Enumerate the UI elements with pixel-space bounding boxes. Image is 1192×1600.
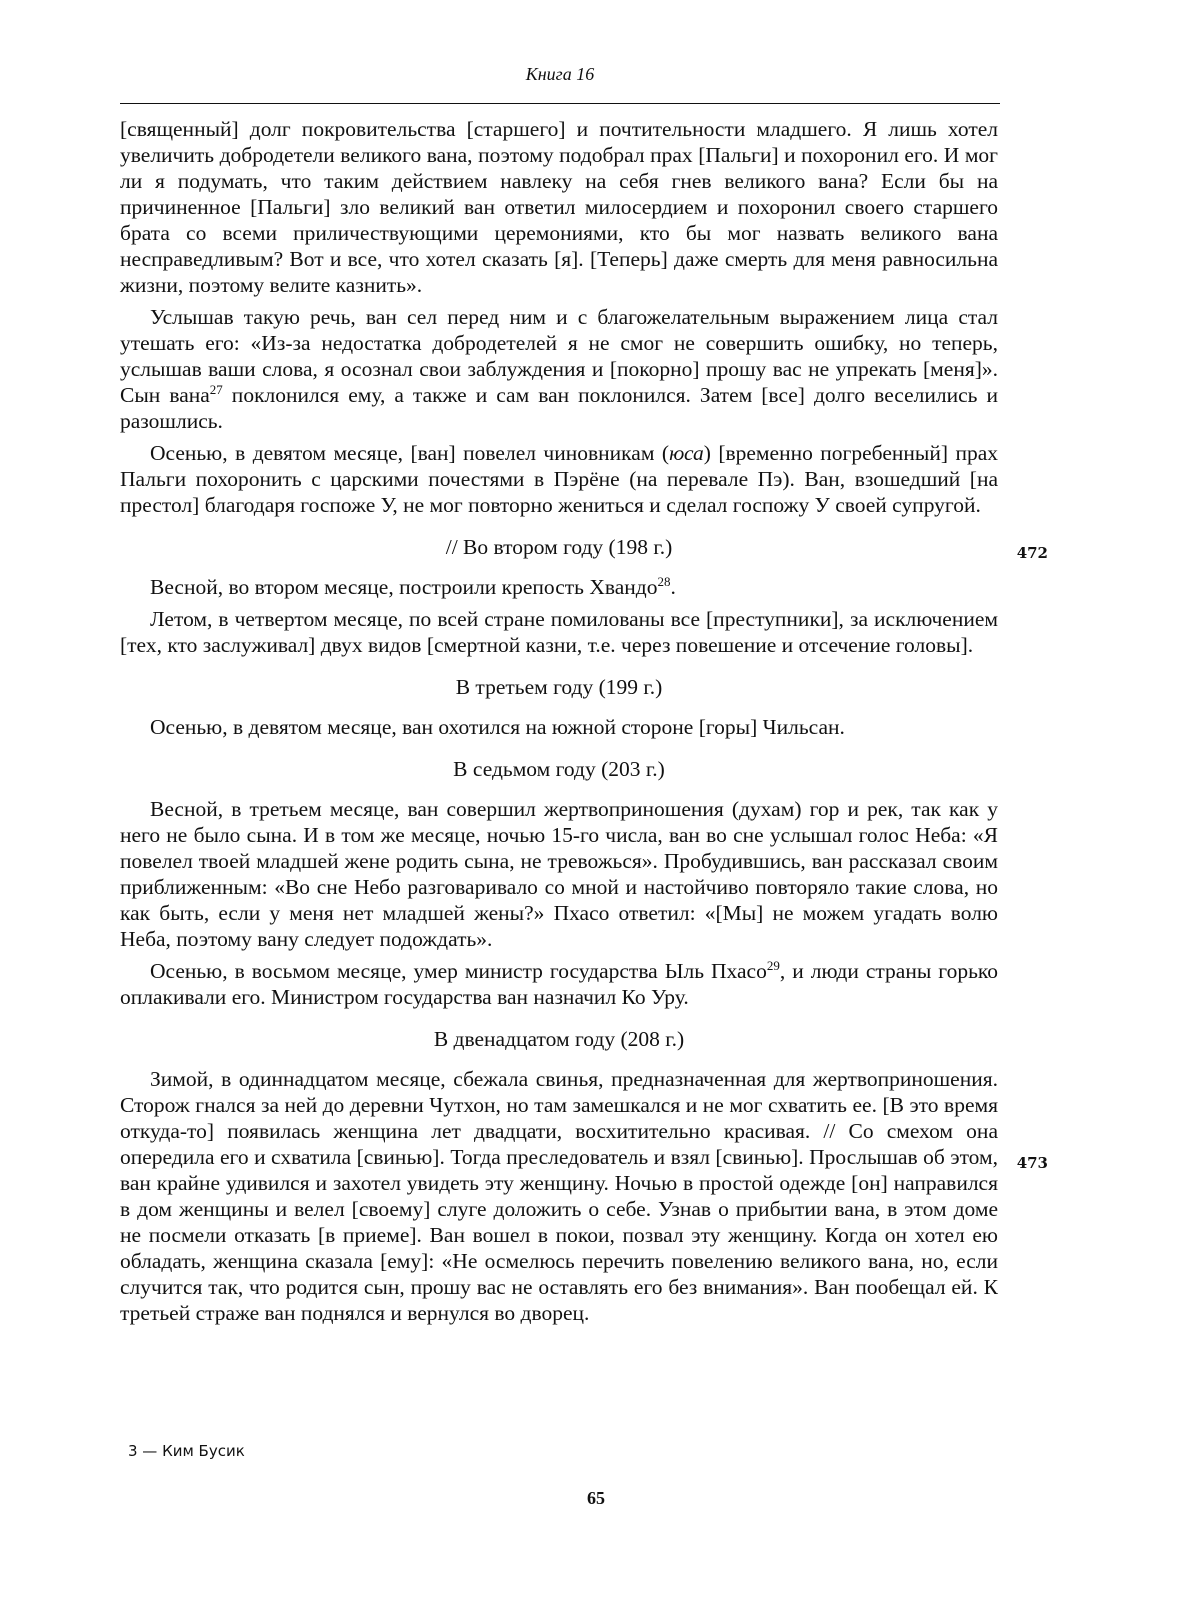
page-number: 65 — [587, 1488, 605, 1508]
paragraph: Весной, в третьем месяце, ван совершил жертвоприношения (духам) гор и рек, так как у него не было сына. И в том же месяце, ночью 15-го числа, ван во сне услышал голос Неба: «Я повелел твоей младшей жене родить сына, не тревожься». Пробудившись, ван рассказал своим приближенным: «Во сне Небо разговаривало со мной и настойчиво повторяло такие слова, но как быть, если у меня нет младшей жены?» Пхасо ответил: «[Мы] не можем угадать волю Неба, поэтому вану следует подождать». — [120, 797, 998, 951]
paragraph: Осенью, в восьмом месяце, умер министр государства Ыль Пхасо$^{29}$, и люди страны горько оплакивали его. Министром государства ван назначил Ко Уру. — [120, 957, 998, 1009]
paragraph: Зимой, в одиннадцатом месяце, сбежала свинья, предназначенная для жертвоприношения. Сторож гнался за ней до деревни Чутхон, но там замешкался и не мог схватить ее. [В это время откуда-то] появилась женщина лет двадцати, восхитительно красивая. // Со смехом она опередила его и схватила [свинью]. Тогда преследователь и взял [свинью]. Прослышав об этом, ван крайне удивился и захотел увидеть эту женщину. Ночью в простой одежде [он] направился в дом женщины и велел [своему] слуге доложить о себе. Узнав о прибытии вана, в этом доме не посмели отказать [в приеме]. Ван вошел в покои, позвал эту женщину. Когда он хотел ею обладать, женщина сказала [ему]: «Не осмелюсь перечить повелению великого вана, но, если случится так, что родится сын, прошу вас не оставлять его без внимания». Ван пообещал ей. К третьей страже ван поднялся и вернулся во дворец. — [120, 1067, 998, 1325]
section-heading: В двенадцатом году (208 г.) — [433, 1027, 685, 1051]
paragraph: Летом, в четвертом месяце, по всей стране помилованы все [преступники], за исключением [тех, кто заслуживал] двух видов [смертной казни, т.е. через повешение и отсечение головы]. — [120, 607, 998, 657]
section-heading: В седьмом году (203 г.) — [453, 757, 665, 781]
paragraph: Весной, во втором месяце, построили крепость Хвандо$^{28}$. — [150, 573, 676, 599]
footnote-ref: 28 — [657, 573, 671, 589]
footnote-ref: 27 — [209, 381, 223, 397]
paragraph: Осенью, в девятом месяце, [ван] повелел чиновникам (юса) [временно погребенный] прах Пальги похоронить с царскими почестями в Пэрёне (на перевале Пэ). Ван, взошедший [на престол] благодаря госпоже У, не мог повторно жениться и сделал госпожу У своей супругой. — [120, 441, 998, 517]
header-rule — [120, 103, 1000, 104]
margin-page-marker: 472 — [1016, 544, 1048, 562]
section-heading: В третьем году (199 г.) — [455, 675, 663, 699]
paragraph: [священный] долг покровительства [старшего] и почтительности младшего. Я лишь хотел увеличить добродетели великого вана, поэтому подобрал прах [Пальги] и похоронил его. И мог ли я подумать, что таким действием навлеку на себя гнев великого вана? Если бы на причиненное [Пальги] зло великий ван ответил милосердием и похоронил своего старшего брата со всеми приличествующими церемониями, кто бы мог назвать великого вана несправедливым? Вот и все, что хотел сказать [я]. [Теперь] даже смерть для меня равносильна жизни, поэтому велите казнить». — [120, 117, 998, 297]
paragraph: Услышав такую речь, ван сел перед ним и с благожелательным выражением лица стал утешать его: «Из-за недостатка добродетелей я не смог не совершить ошибку, но теперь, услышав ваши слова, я осознал свои заблуждения и [покорно] прошу вас не упрекать [меня]». Сын вана$^{27}$ поклонился ему, а также и сам ван поклонился. Затем [все] долго веселились и разошлись. — [120, 305, 998, 433]
paragraph: Осенью, в девятом месяце, ван охотился на южной стороне [горы] Чильсан. — [150, 715, 845, 739]
margin-page-marker: 473 — [1016, 1154, 1048, 1172]
section-heading: // Во втором году (198 г.) 472 — [120, 534, 998, 560]
paragraph-wrapper — [120, 1066, 1048, 1326]
page-body — [120, 116, 1048, 1332]
running-title: Книга 16 — [525, 64, 595, 84]
footnote-ref: 29 — [766, 957, 780, 973]
signature-mark: 3 — Ким Бусик — [128, 1442, 245, 1460]
